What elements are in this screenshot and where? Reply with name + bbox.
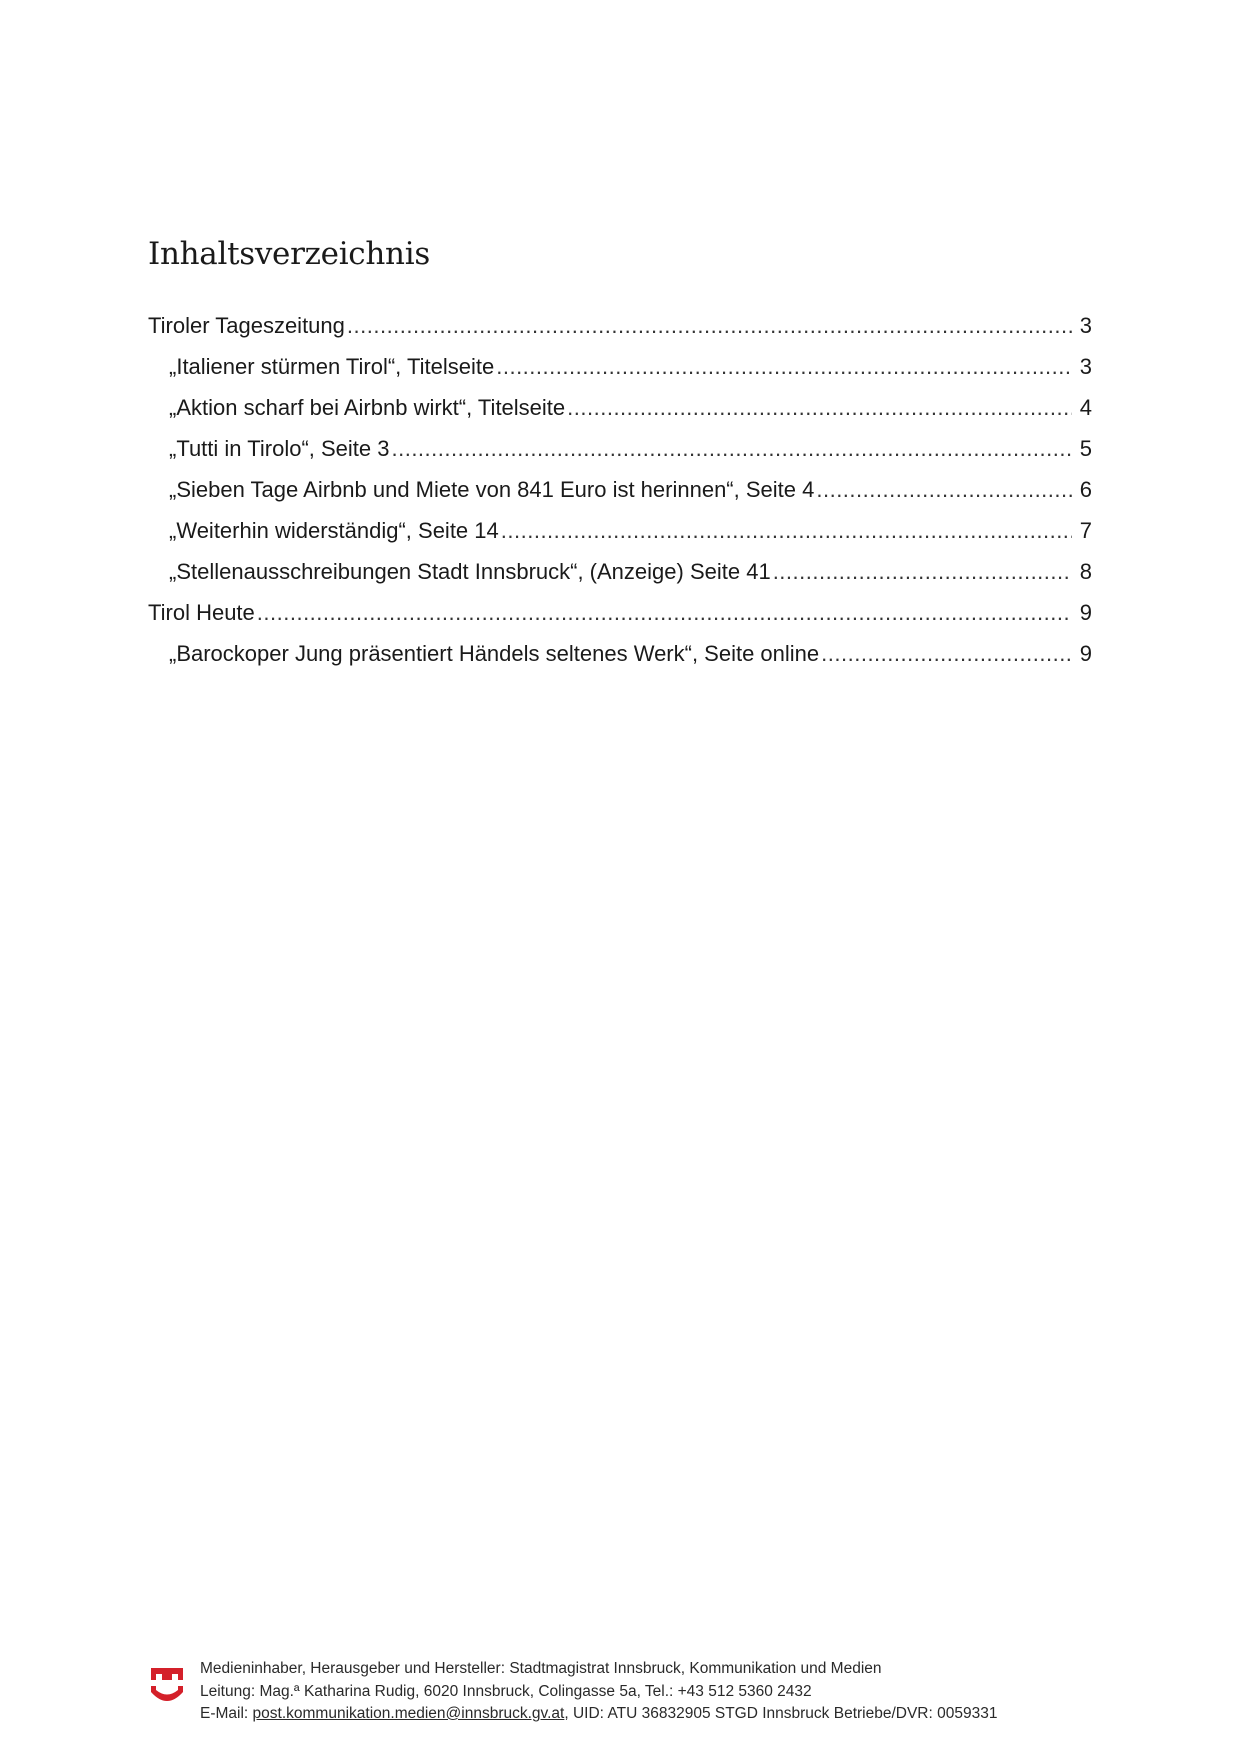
toc-dot-leader — [501, 510, 1072, 551]
toc-dot-leader — [816, 469, 1072, 510]
toc-page-number: 5 — [1079, 436, 1092, 461]
toc-section-entry[interactable] — [148, 305, 1092, 346]
toc-article-entry[interactable] — [148, 346, 1092, 387]
toc-dot-leader — [496, 346, 1072, 387]
toc-page-number: 8 — [1079, 559, 1092, 584]
toc-page-number: 4 — [1079, 395, 1092, 420]
toc-page-number: 3 — [1079, 313, 1092, 338]
toc-page-number: 9 — [1079, 641, 1092, 666]
toc-entry-title: „Stellenausschreibungen Stadt Innsbruck“, (Anzeige) Seite 41 — [169, 559, 771, 584]
toc-article-entry[interactable] — [148, 510, 1092, 551]
imprint-line-management: Leitung: Mag.ª Katharina Rudig, 6020 Innsbruck, Colingasse 5a, Tel.: +43 512 5360 2432 — [200, 1682, 812, 1700]
toc-entry-title: Tirol Heute — [148, 600, 255, 625]
toc-article-entry[interactable] — [148, 469, 1092, 510]
imprint-line-owner: Medieninhaber, Herausgeber und Hersteller: Stadtmagistrat Innsbruck, Kommunikation und Medien — [200, 1660, 882, 1677]
toc-dot-leader — [257, 592, 1072, 633]
toc-page-number: 9 — [1079, 600, 1092, 625]
toc-page-number: 7 — [1079, 518, 1092, 543]
toc-title: Inhaltsverzeichnis — [148, 236, 430, 272]
toc-entry-title: „Tutti in Tirolo“, Seite 3 — [169, 436, 390, 461]
toc-entry-title: „Weiterhin widerständig“, Seite 14 — [169, 518, 499, 543]
imprint-line-contact — [200, 1703, 997, 1726]
toc-dot-leader — [773, 551, 1072, 592]
toc-dot-leader — [567, 387, 1072, 428]
page-footer — [150, 1658, 1100, 1728]
toc-article-entry[interactable] — [148, 428, 1092, 469]
toc-article-entry[interactable] — [148, 551, 1092, 592]
toc-dot-leader — [391, 428, 1072, 469]
toc-entry-title: Tiroler Tageszeitung — [148, 313, 345, 338]
toc-entry-title: „Aktion scharf bei Airbnb wirkt“, Titelseite — [169, 395, 566, 420]
toc-page-number: 6 — [1079, 477, 1092, 502]
toc-dot-leader — [821, 633, 1072, 674]
email-link[interactable]: post.kommunikation.medien@innsbruck.gv.at — [252, 1705, 565, 1722]
toc-dot-leader — [347, 305, 1072, 346]
uid-text: , UID: ATU 36832905 STGD Innsbruck Betriebe/DVR: 0059331 — [564, 1705, 998, 1722]
email-label: E-Mail: — [200, 1705, 253, 1722]
toc-page-number: 3 — [1079, 354, 1092, 379]
toc-section-entry[interactable] — [148, 592, 1092, 633]
toc-entry-title: „Italiener stürmen Tirol“, Titelseite — [169, 354, 495, 379]
imprint-text — [200, 1658, 997, 1726]
table-of-contents — [148, 305, 1092, 674]
toc-entry-title: „Sieben Tage Airbnb und Miete von 841 Euro ist herinnen“, Seite 4 — [169, 477, 815, 502]
toc-entry-title: „Barockoper Jung präsentiert Händels seltenes Werk“, Seite online — [169, 641, 820, 666]
toc-article-entry[interactable] — [148, 633, 1092, 674]
toc-article-entry[interactable] — [148, 387, 1092, 428]
innsbruck-city-logo-icon — [150, 1666, 184, 1706]
